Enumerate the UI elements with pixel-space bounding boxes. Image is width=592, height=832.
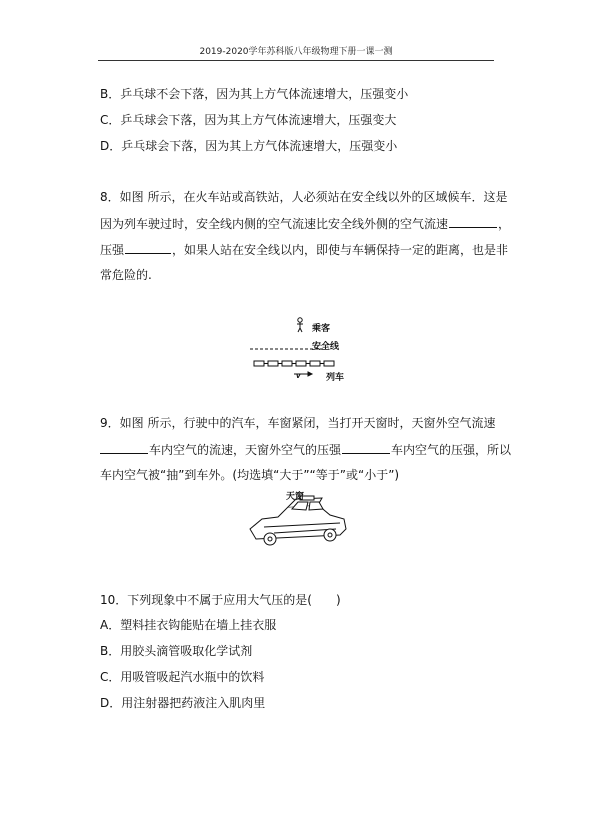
- q9-text-2a: 车内空气的流速，天窗外空气的压强: [149, 443, 342, 457]
- q7-option-c: C．乒乓球会下落，因为其上方气体流速增大，压强变大: [100, 113, 397, 127]
- page-header: 2019-2020学年苏科版八年级物理下册一课一测: [199, 47, 393, 57]
- header-divider: [98, 60, 494, 61]
- q10-option-b: B．用胶头滴管吸取化学试剂: [100, 644, 253, 658]
- train-label: 列车: [326, 373, 345, 383]
- q8-text-3b: ，如果人站在安全线以内，即使与车辆保持一定的距离，也是非: [172, 243, 509, 257]
- q8-blank-1[interactable]: [449, 215, 497, 228]
- q9-line-2: [100, 441, 511, 458]
- q9-blank-2[interactable]: [342, 441, 390, 454]
- car-sunroof-figure: [244, 489, 354, 557]
- q9-line-1: 9．如图 所示，行驶中的汽车，车窗紧闭，当打开天窗时，天窗外空气流速: [100, 416, 496, 430]
- car-icon: [250, 498, 346, 545]
- q8-line-1: 8．如图 所示，在火车站或高铁站，人必须站在安全线以外的区域候车．这是: [100, 190, 508, 204]
- q8-line-2: [100, 215, 510, 232]
- passenger-icon: [297, 318, 303, 332]
- sunroof-label: 天窗: [286, 492, 305, 502]
- q8-blank-2[interactable]: [125, 241, 171, 254]
- passenger-label: 乘客: [312, 324, 331, 334]
- velocity-label: v: [296, 372, 301, 380]
- q9-line-3: 车内空气被“抽”到车外。(均选填“大于”“等于”或“小于”): [100, 468, 400, 482]
- q10-option-d: D．用注射器把药液注入肌肉里: [100, 696, 266, 710]
- q10-stem: 10．下列现象中不属于应用大气压的是( ): [100, 593, 341, 607]
- q8-text-2a: 因为列车驶过时，安全线内侧的空气流速比安全线外侧的空气流速: [100, 217, 449, 231]
- q8-line-3: [100, 241, 508, 258]
- q7-option-b: B．乒乓球不会下落，因为其上方气体流速增大，压强变小: [100, 87, 409, 101]
- q8-text-3a: 压强: [100, 243, 125, 257]
- q7-option-d: D．乒乓球会下落，因为其上方气体流速增大，压强变小: [100, 139, 398, 153]
- safety-line-label: 安全线: [312, 342, 340, 352]
- q8-text-2b: ，: [498, 217, 511, 231]
- train-icon: [254, 361, 334, 366]
- q9-blank-1[interactable]: [100, 441, 148, 454]
- q10-option-c: C．用吸管吸起汽水瓶中的饮料: [100, 670, 265, 684]
- q9-text-2b: 车内空气的压强，所以: [391, 443, 512, 457]
- q10-option-a: A．塑料挂衣钩能贴在墙上挂衣服: [100, 618, 277, 632]
- train-station-figure: [248, 312, 358, 384]
- q8-line-4: 常危险的.: [100, 268, 152, 282]
